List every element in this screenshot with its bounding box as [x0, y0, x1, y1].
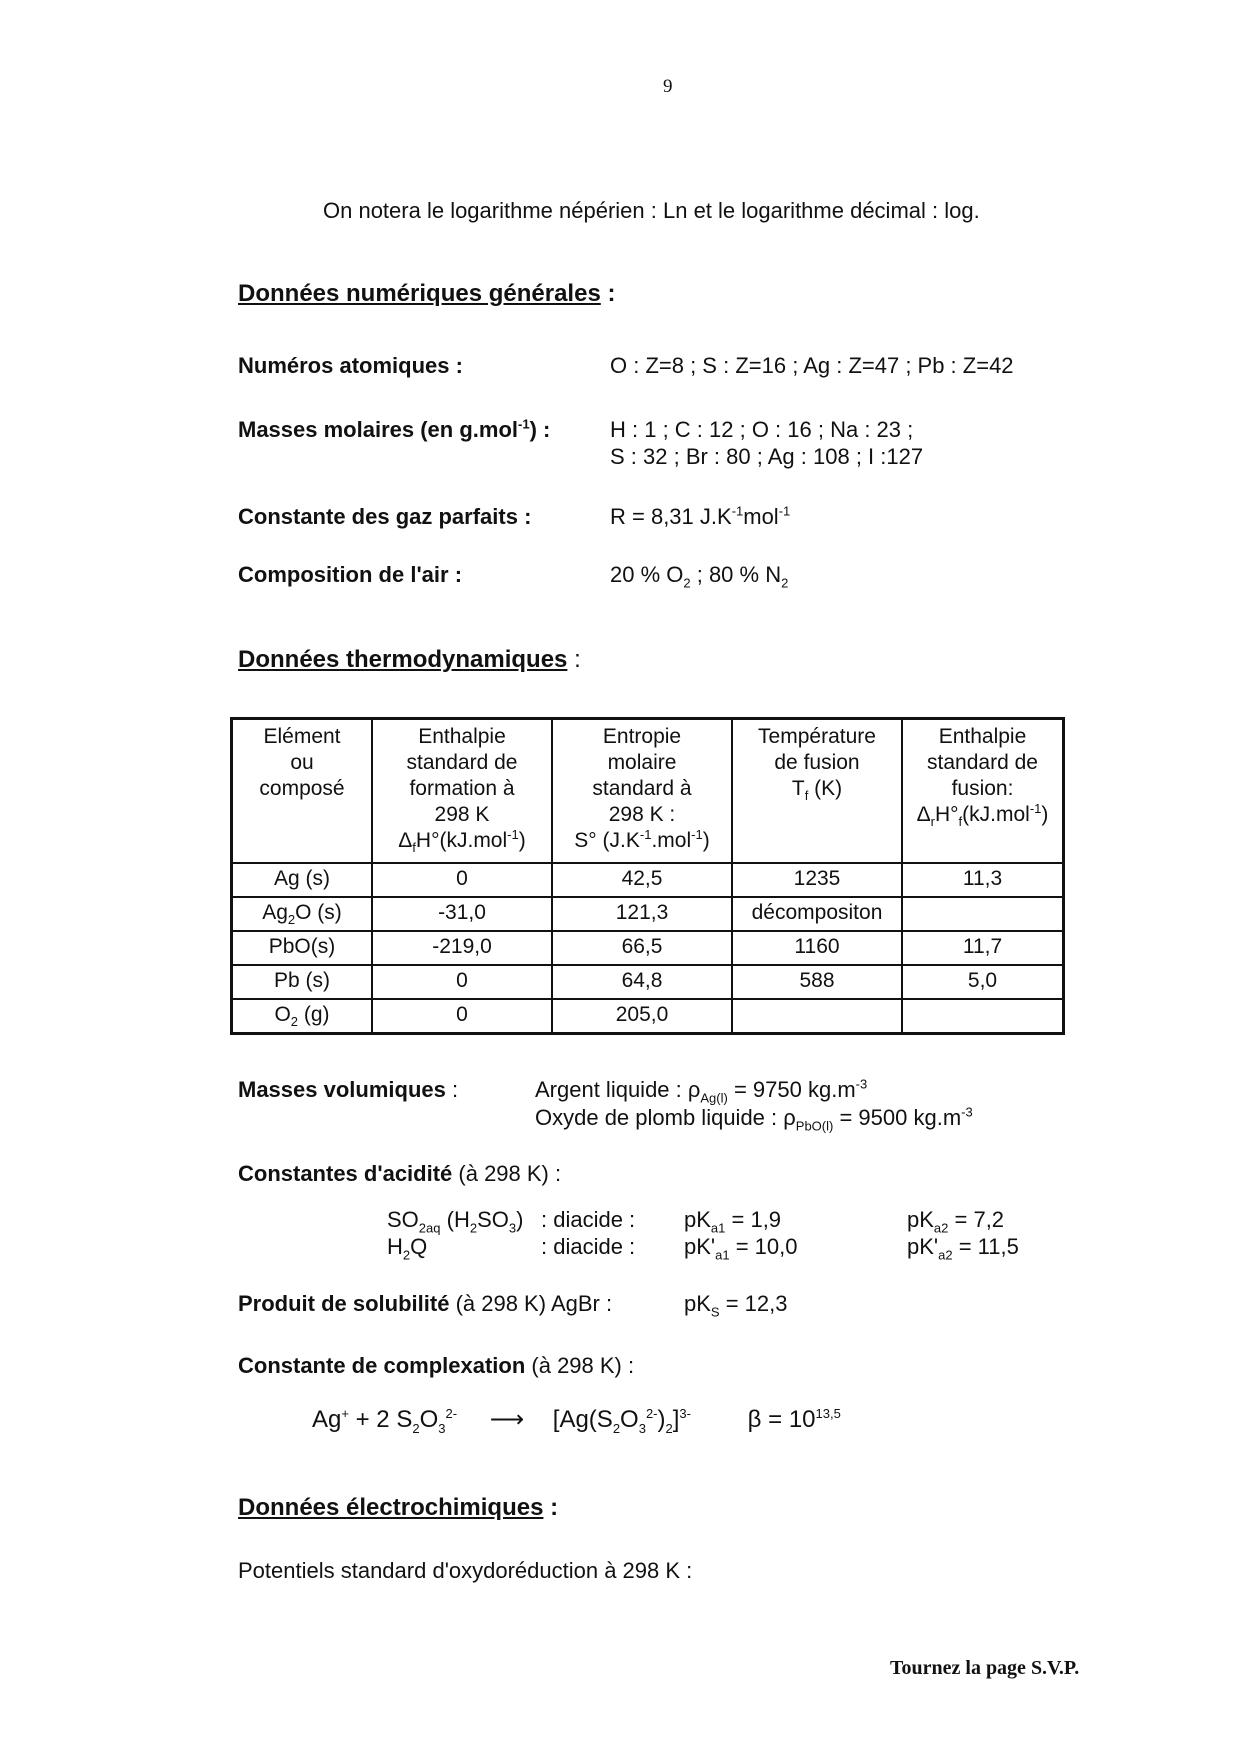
air-label: Composition de l'air :: [238, 562, 463, 587]
header-fusion-temperature: Température de fusion $T_f$ (K): [732, 719, 902, 864]
cell-dhfus: 11,3: [902, 863, 1064, 897]
molar-line-1: H : 1 ; C : 12 ; O : 16 ; Na : 23 ;: [610, 417, 914, 442]
air-value: 20 % $O_2$ ; 80 % $N_2$: [610, 562, 789, 591]
acid-h2q-pka1: $pK'_{a1} = 10,0$: [684, 1234, 798, 1263]
acid-so2-pka1: $pK_{a1} = 1,9$: [684, 1207, 782, 1236]
cell-species: Pb (s): [232, 965, 373, 999]
acidity-label: Constantes d'acidité (à 298 K) :: [238, 1161, 562, 1186]
cell-dhf: 0: [372, 965, 552, 999]
electro-heading: Données électrochimiques :: [238, 1494, 559, 1521]
reaction-arrow-icon: ⟶: [489, 1406, 525, 1433]
cell-species: Ag (s): [232, 863, 373, 897]
header-entropy: Entropie molaire standard à 298 K : S° $(J.K^{-1}.mol^{-1})$: [552, 719, 732, 864]
density-label: Masses volumiques :: [238, 1077, 459, 1102]
page-number: 9: [663, 76, 673, 97]
atomic-value: O : Z=8 ; S : Z=16 ; Ag : Z=47 ; Pb : Z=42: [610, 353, 1014, 378]
table-header-row: [232, 719, 1064, 864]
density-lead-oxide: Oxyde de plomb liquide : $\rho_{PbO(l)} = 9500$ $kg.m^{-3}$: [535, 1104, 973, 1134]
cell-dhf: 0: [372, 999, 552, 1034]
acid-h2q-pka2: $pK'_{a2} = 11,5$: [907, 1234, 1019, 1263]
acid-h2q-type: : diacide :: [541, 1234, 636, 1259]
complexation-equation: Ag+ + 2 $S_2O_3^{2-}$ ⟶ $[Ag(S_2O_3^{2-})_2]^{3-}$ $\beta = 10^{13,5}$: [312, 1406, 841, 1436]
cell-entropy: 205,0: [552, 999, 732, 1034]
cell-entropy: 121,3: [552, 897, 732, 931]
complexation-label: Constante de complexation (à 298 K) :: [238, 1353, 635, 1378]
cell-dhfus: [902, 999, 1064, 1034]
table-row: [232, 931, 1064, 965]
cell-tf: 588: [732, 965, 902, 999]
acid-h2q-species: $H_2Q$: [387, 1234, 428, 1263]
header-species: Elément ou composé: [232, 719, 373, 864]
cell-tf: [732, 999, 902, 1034]
header-enthalpy-formation: Enthalpie standard de formation à 298 K $\Delta_fH^\circ(kJ.mol^{-1})$: [372, 719, 552, 864]
cell-species: $O_2$ (g): [232, 999, 373, 1034]
header-enthalpy-fusion: Enthalpie standard de fusion: $\Delta_rH^\circ_f(kJ.mol^{-1})$: [902, 719, 1064, 864]
general-heading: Données numériques générales :: [238, 280, 616, 307]
table-row: [232, 965, 1064, 999]
table-row: [232, 999, 1064, 1034]
cell-entropy: 42,5: [552, 863, 732, 897]
cell-tf: décompositon: [732, 897, 902, 931]
acid-so2-pka2: $pK_{a2} = 7,2$: [907, 1207, 1005, 1236]
table-row: [232, 897, 1064, 931]
cell-tf: 1235: [732, 863, 902, 897]
cell-entropy: 66,5: [552, 931, 732, 965]
solubility-value: $pK_S = 12,3$: [684, 1291, 788, 1320]
table-row: [232, 863, 1064, 897]
acid-so2-type: : diacide :: [541, 1207, 636, 1232]
cell-entropy: 64,8: [552, 965, 732, 999]
cell-dhf: -31,0: [372, 897, 552, 931]
cell-dhf: 0: [372, 863, 552, 897]
cell-dhfus: 11,7: [902, 931, 1064, 965]
cell-tf: 1160: [732, 931, 902, 965]
gas-label: Constante des gaz parfaits :: [238, 504, 532, 529]
molar-line-2: S : 32 ; Br : 80 ; Ag : 108 ; I :127: [610, 444, 924, 469]
molar-label: Masses molaires (en g.mol$^{-1}$) :: [238, 416, 551, 442]
footer-turn-page: Tournez la page S.V.P.: [890, 1657, 1080, 1679]
potentials-text: Potentiels standard d'oxydoréduction à 298 K :: [238, 1558, 693, 1583]
thermo-heading: Données thermodynamiques :: [238, 646, 581, 673]
cell-species: $Ag_2O$ (s): [232, 897, 373, 931]
acid-so2-species: $SO_{2aq}$ $(H_2SO_3)$: [387, 1207, 524, 1236]
cell-dhf: -219,0: [372, 931, 552, 965]
cell-dhfus: [902, 897, 1064, 931]
intro-text: On notera le logarithme népérien : Ln et le logarithme décimal : log.: [323, 198, 980, 223]
cell-species: PbO(s): [232, 931, 373, 965]
cell-dhfus: 5,0: [902, 965, 1064, 999]
thermo-table: [230, 717, 1065, 1035]
gas-value: R = 8,31 $J.K^{-1}mol^{-1}$: [610, 503, 791, 529]
solubility-label: Produit de solubilité (à 298 K) AgBr :: [238, 1291, 613, 1316]
atomic-label: Numéros atomiques :: [238, 353, 463, 378]
density-silver: Argent liquide : $\rho_{Ag(l)} = 9750$ $kg.m^{-3}$: [535, 1076, 868, 1106]
